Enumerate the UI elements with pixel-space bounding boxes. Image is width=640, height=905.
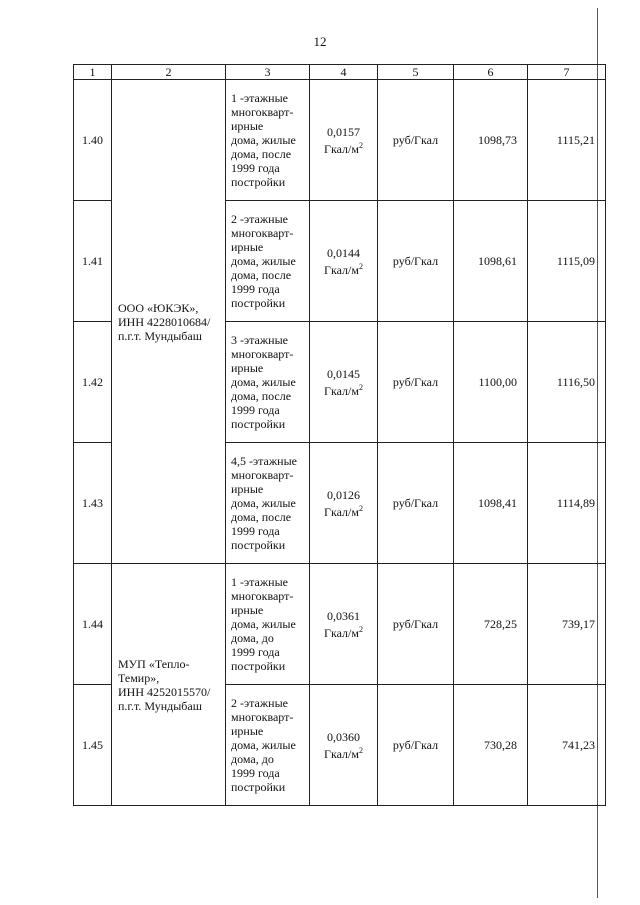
row-number: 1.44 xyxy=(74,564,112,685)
tariff-col-6: 730,28 xyxy=(454,685,528,806)
tariff-col-7: 1114,89 xyxy=(528,443,606,564)
building-type: 2 -этажные многокварт- ирные дома, жилые дома, после 1999 года постройки xyxy=(231,212,296,310)
building-type-cell xyxy=(226,201,310,322)
row-number: 1.40 xyxy=(74,80,112,201)
norm-value: 0,0360 xyxy=(327,729,360,744)
row-number: 1.41 xyxy=(74,201,112,322)
tariff-col-6: 1098,41 xyxy=(454,443,528,564)
column-header-7: 7 xyxy=(528,65,606,80)
table-row xyxy=(74,564,606,685)
column-header-2: 2 xyxy=(112,65,226,80)
norm-cell xyxy=(310,322,378,443)
tariff-col-7: 1115,21 xyxy=(528,80,606,201)
building-type-cell xyxy=(226,564,310,685)
column-header-3: 3 xyxy=(226,65,310,80)
norm-unit-exponent: 2 xyxy=(358,745,363,755)
norm-value: 0,0157 xyxy=(327,124,360,139)
norm-value: 0,0361 xyxy=(327,608,360,623)
unit-cell: руб/Гкал xyxy=(378,443,454,564)
norm-unit-exponent: 2 xyxy=(358,503,363,513)
unit-cell: руб/Гкал xyxy=(378,201,454,322)
norm-cell xyxy=(310,685,378,806)
tariff-table xyxy=(73,64,606,806)
header-row xyxy=(74,65,606,80)
unit-cell: руб/Гкал xyxy=(378,80,454,201)
column-header-6: 6 xyxy=(454,65,528,80)
norm-unit-exponent: 2 xyxy=(358,624,363,634)
column-header-1: 1 xyxy=(74,65,112,80)
tariff-col-7: 1115,09 xyxy=(528,201,606,322)
norm-unit-exponent: 2 xyxy=(358,140,363,150)
organization-name: МУП «Тепло- Темир», ИНН 4252015570/ п.г.т. Мундыбаш xyxy=(118,656,211,713)
row-number: 1.42 xyxy=(74,322,112,443)
tariff-col-7: 741,23 xyxy=(528,685,606,806)
table-row xyxy=(74,80,606,201)
norm-unit-exponent: 2 xyxy=(358,261,363,271)
tariff-col-6: 1098,61 xyxy=(454,201,528,322)
unit-cell: руб/Гкал xyxy=(378,564,454,685)
table-header xyxy=(74,65,606,80)
building-type-cell xyxy=(226,443,310,564)
norm-cell xyxy=(310,564,378,685)
row-number: 1.45 xyxy=(74,685,112,806)
organization-name: ООО «ЮКЭК», ИНН 4228010684/ п.г.т. Мундыбаш xyxy=(118,300,211,343)
building-type-cell xyxy=(226,322,310,443)
norm-unit: Гкал/м xyxy=(324,141,359,156)
norm-unit: Гкал/м xyxy=(324,262,359,277)
unit-cell: руб/Гкал xyxy=(378,685,454,806)
norm-cell xyxy=(310,443,378,564)
unit-cell: руб/Гкал xyxy=(378,322,454,443)
building-type: 1 -этажные многокварт- ирные дома, жилые дома, после 1999 года постройки xyxy=(231,91,296,189)
norm-cell xyxy=(310,80,378,201)
column-header-5: 5 xyxy=(378,65,454,80)
building-type-cell xyxy=(226,685,310,806)
tariff-col-7: 739,17 xyxy=(528,564,606,685)
column-header-4: 4 xyxy=(310,65,378,80)
norm-unit-exponent: 2 xyxy=(358,382,363,392)
building-type: 4,5 -этажные многокварт- ирные дома, жилые дома, после 1999 года постройки xyxy=(231,454,297,552)
tariff-col-7: 1116,50 xyxy=(528,322,606,443)
norm-unit: Гкал/м xyxy=(324,504,359,519)
building-type: 1 -этажные многокварт- ирные дома, жилые дома, до 1999 года постройки xyxy=(231,575,296,673)
building-type: 2 -этажные многокварт- ирные дома, жилые дома, до 1999 года постройки xyxy=(231,696,296,794)
norm-unit: Гкал/м xyxy=(324,746,359,761)
norm-value: 0,0144 xyxy=(327,245,360,260)
building-type-cell xyxy=(226,80,310,201)
organization-cell xyxy=(112,564,226,806)
building-type: 3 -этажные многокварт- ирные дома, жилые дома, после 1999 года постройки xyxy=(231,333,296,431)
organization-cell xyxy=(112,80,226,564)
tariff-col-6: 1098,73 xyxy=(454,80,528,201)
norm-unit: Гкал/м xyxy=(324,383,359,398)
norm-unit: Гкал/м xyxy=(324,625,359,640)
page-number: 12 xyxy=(313,34,327,49)
row-number: 1.43 xyxy=(74,443,112,564)
norm-value: 0,0126 xyxy=(327,487,360,502)
norm-value: 0,0145 xyxy=(327,366,360,381)
tariff-col-6: 728,25 xyxy=(454,564,528,685)
norm-cell xyxy=(310,201,378,322)
tariff-col-6: 1100,00 xyxy=(454,322,528,443)
